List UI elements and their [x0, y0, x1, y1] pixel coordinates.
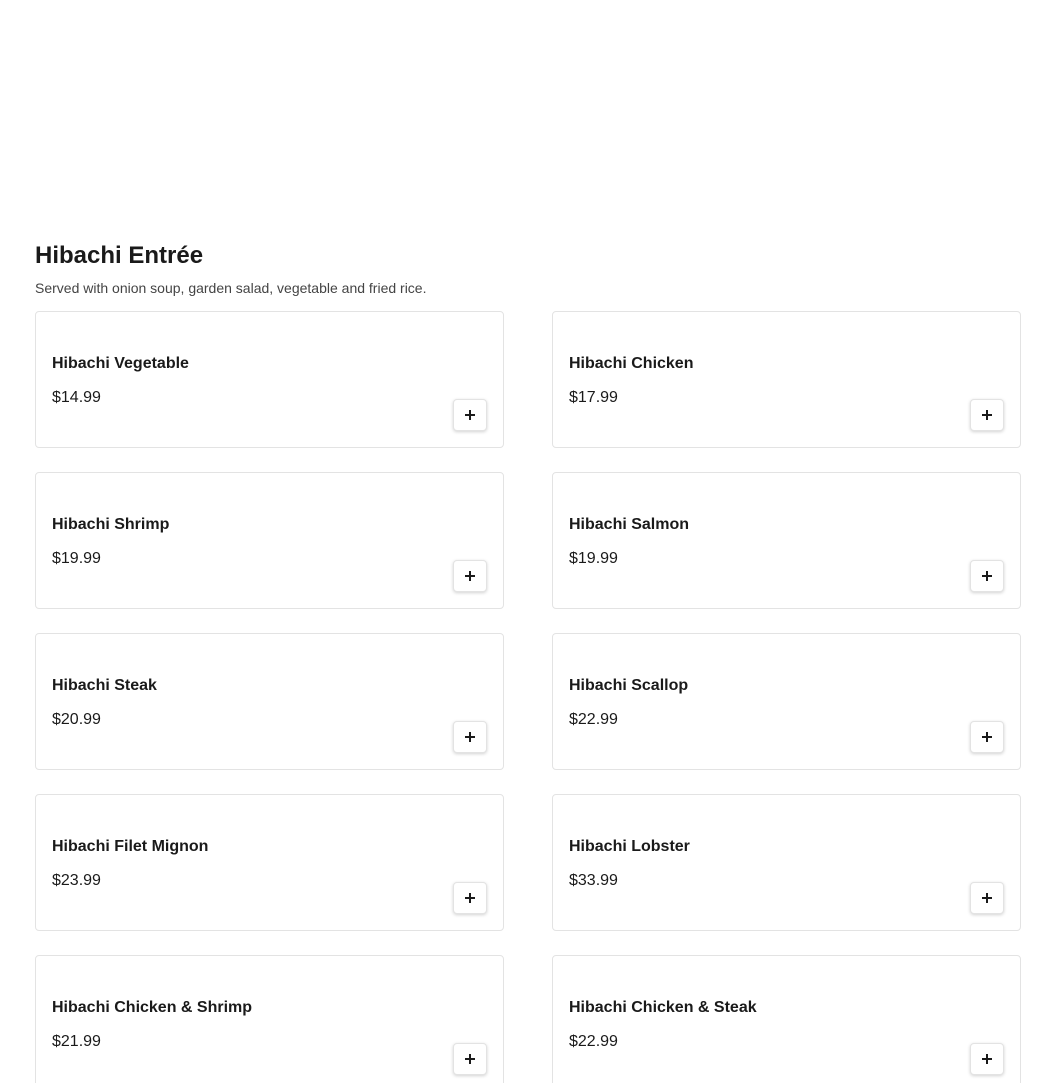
add-to-cart-button[interactable]: [453, 399, 487, 431]
add-to-cart-button[interactable]: [970, 560, 1004, 592]
menu-item-name: Hibachi Filet Mignon: [52, 838, 209, 855]
menu-section-header: [35, 240, 1021, 296]
plus-icon: [465, 571, 475, 581]
plus-icon: [982, 893, 992, 903]
menu-item-price: $22.99: [569, 1033, 618, 1050]
menu-item-name: Hibachi Lobster: [569, 838, 690, 855]
menu-item-name: Hibachi Chicken & Shrimp: [52, 999, 253, 1016]
add-to-cart-button[interactable]: [970, 882, 1004, 914]
section-description: Served with onion soup, garden salad, vegetable and fried rice.: [35, 280, 427, 296]
add-to-cart-button[interactable]: [970, 1043, 1004, 1075]
menu-items-grid: [35, 311, 1021, 1083]
menu-item-card[interactable]: [35, 955, 504, 1083]
menu-item-card[interactable]: [35, 472, 504, 609]
menu-item-name: Hibachi Salmon: [569, 516, 690, 533]
menu-item-card[interactable]: [552, 311, 1021, 448]
add-to-cart-button[interactable]: [453, 1043, 487, 1075]
menu-item-card[interactable]: [552, 633, 1021, 770]
menu-item-name: Hibachi Chicken: [569, 355, 694, 372]
menu-item-card[interactable]: [552, 955, 1021, 1083]
menu-item-card[interactable]: [552, 794, 1021, 931]
menu-item-card[interactable]: [35, 633, 504, 770]
section-title: Hibachi Entrée: [35, 242, 204, 269]
menu-item-price: $21.99: [52, 1033, 101, 1050]
menu-item-name: Hibachi Shrimp: [52, 516, 170, 533]
add-to-cart-button[interactable]: [970, 721, 1004, 753]
plus-icon: [982, 571, 992, 581]
menu-item-card[interactable]: [552, 472, 1021, 609]
menu-item-price: $20.99: [52, 711, 101, 728]
plus-icon: [465, 893, 475, 903]
add-to-cart-button[interactable]: [453, 882, 487, 914]
menu-item-name: Hibachi Scallop: [569, 677, 689, 694]
menu-item-card[interactable]: [35, 311, 504, 448]
plus-icon: [465, 410, 475, 420]
plus-icon: [982, 410, 992, 420]
menu-item-price: $14.99: [52, 389, 101, 406]
menu-item-name: Hibachi Chicken & Steak: [569, 999, 757, 1016]
menu-item-price: $33.99: [569, 872, 618, 889]
plus-icon: [982, 1054, 992, 1064]
menu-item-card[interactable]: [35, 794, 504, 931]
plus-icon: [465, 1054, 475, 1064]
menu-item-name: Hibachi Steak: [52, 677, 157, 694]
menu-item-price: $19.99: [52, 550, 101, 567]
menu-item-price: $23.99: [52, 872, 101, 889]
menu-item-price: $22.99: [569, 711, 618, 728]
plus-icon: [465, 732, 475, 742]
menu-item-price: $17.99: [569, 389, 618, 406]
add-to-cart-button[interactable]: [453, 560, 487, 592]
plus-icon: [982, 732, 992, 742]
add-to-cart-button[interactable]: [970, 399, 1004, 431]
menu-item-price: $19.99: [569, 550, 618, 567]
add-to-cart-button[interactable]: [453, 721, 487, 753]
menu-item-name: Hibachi Vegetable: [52, 355, 189, 372]
